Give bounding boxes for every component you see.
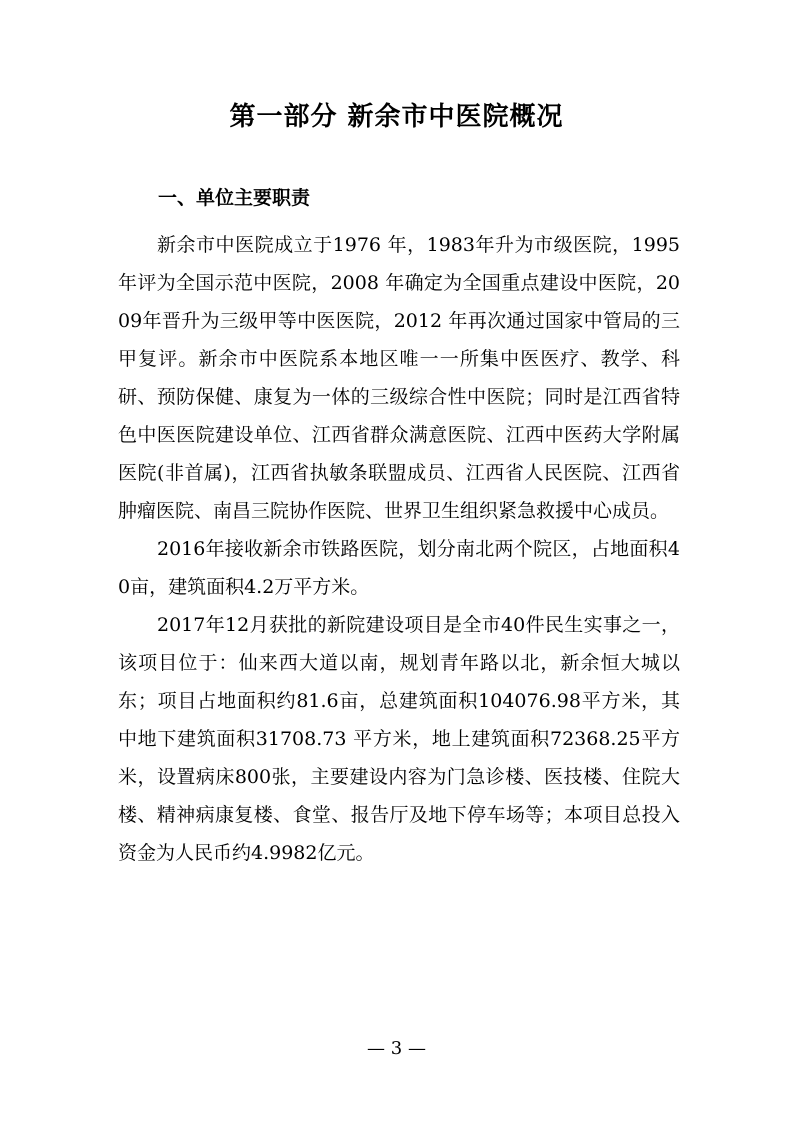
section-heading: 一、单位主要职责	[158, 187, 311, 209]
page-number: — 3 —	[367, 1038, 426, 1059]
document-body	[118, 226, 680, 872]
paragraph-campus: 2016年接收新余市铁路医院，划分南北两个院区，占地面积40亩，建筑面积4.2万平方米。	[118, 538, 680, 598]
page-title: 第一部分 新余市中医院概况	[229, 102, 564, 132]
paragraph-new-project: 2017年12月获批的新院建设项目是全市40件民生实事之一，该项目位于：仙来西大道以南，规划青年路以北，新余恒大城以东；项目占地面积约81.6亩，总建筑面积104076.98平方米，其中地下建筑面积31708.73 平方米，地上建筑面积72368.25平方米，设置病床800张，主要建设内容为门急诊楼、医技楼、住院大楼、精神病康复楼、食堂、报告厅及地下停车场等；本项目总投入资金为人民币约4.9982亿元。	[118, 614, 680, 864]
paragraph-overview: 新余市中医院成立于1976 年，1983年升为市级医院，1995年评为全国示范中医院，2008 年确定为全国重点建设中医院，2009年晋升为三级甲等中医医院，2012 年再次通过国家中管局的三甲复评。新余市中医院系本地区唯一一所集中医医疗、教学、科研、预防保健、康复为一体的三级综合性中医院；同时是江西省特色中医医院建设单位、江西省群众满意医院、江西中医药大学附属医院(非首属)，江西省执敏条联盟成员、江西省人民医院、江西省肿瘤医院、南昌三院协作医院、世界卫生组织紧急救援中心成员。	[118, 234, 680, 522]
